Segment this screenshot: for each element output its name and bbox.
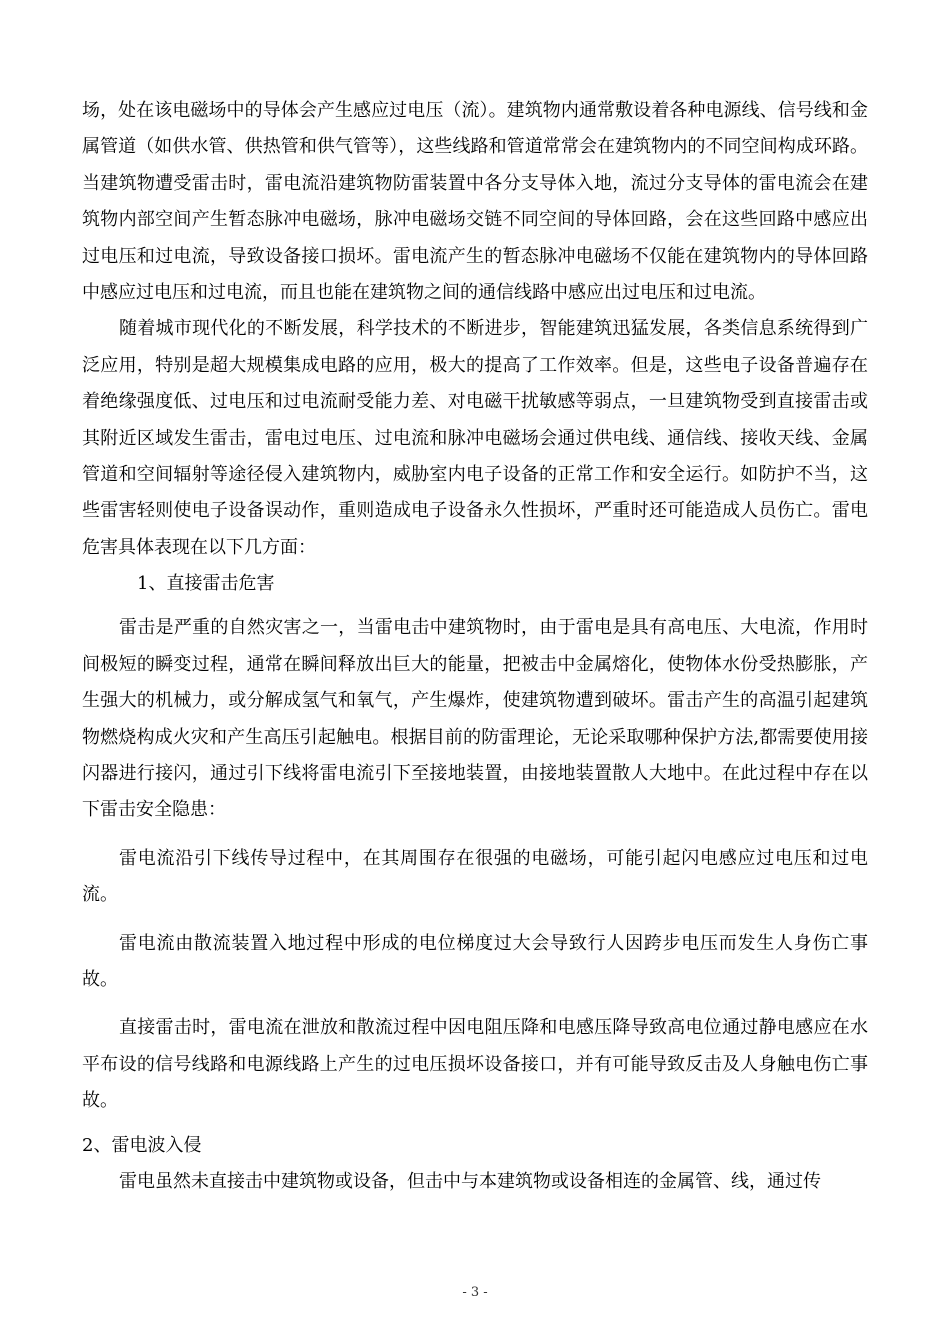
section-heading-direct-strike: 1、直接雷击危害 xyxy=(137,573,275,595)
paragraph-direct-strike: 雷击是严重的自然灾害之一，当雷电击中建筑物时，由于雷电是具有高电压、大电流，作用时间极短的瞬变过程，通常在瞬间释放出巨大的能量，把被击中金属熔化，使物体水份受热膨胀，产生强大的机械力，或分解成氢气和氧气，产生爆炸，使建筑物遭到破坏。雷击产生的高温引起建筑物燃烧构成火灾和产生高压引起触电。根据目前的防雷理论，无论采取哪种保护方法,都需要使用接闪器进行接闪，通过引下线将雷电流引下至接地装置，由接地装置散人大地中。在此过程中存在以下雷击安全隐患： xyxy=(82,617,868,821)
paragraph-electronic-devices: 随着城市现代化的不断发展，科学技术的不断进步，智能建筑迅猛发展，各类信息系统得到广泛应用，特别是超大规模集成电路的应用，极大的提高了工作效率。但是，这些电子设备普遍存在着绝缘强度低、过电压和过电流耐受能力差、对电磁干扰敏感等弱点，一旦建筑物受到直接雷击或其附近区域发生雷击，雷电过电压、过电流和脉冲电磁场会通过供电线、通信线、接收天线、金属管道和空间辐射等途径侵入建筑物内，威胁室内电子设备的正常工作和安全运行。如防护不当，这些雷害轻则使电子设备误动作，重则造成电子设备永久性损坏，严重时还可能造成人员伤亡。雷电危害具体表现在以下几方面： xyxy=(82,318,868,558)
page-body xyxy=(82,93,868,1200)
paragraph-induced-overvoltage: 场，处在该电磁场中的导体会产生感应过电压（流）。建筑物内通常敷设着各种电源线、信号线和金属管道（如供水管、供热管和供气管等），这些线路和管道常常会在建筑物内的不同空间构成环路。当建筑物遭受雷击时，雷电流沿建筑物防雷装置中各分支导体入地，流过分支导体的雷电流会在建筑物内部空间产生暂态脉冲电磁场，脉冲电磁场交链不同空间的导体回路，会在这些回路中感应出过电压和过电流，导致设备接口损坏。雷电流产生的暂态脉冲电磁场不仅能在建筑物内的导体回路中感应过电压和过电流，而且也能在建筑物之间的通信线路中感应出过电压和过电流。 xyxy=(82,100,868,304)
paragraph-hazard-static-induction: 直接雷击时，雷电流在泄放和散流过程中因电阻压降和电感压降导致高电位通过静电感应在水平布设的信号线路和电源线路上产生的过电压损坏设备接口，并有可能导致反击及人身触电伤亡事故。 xyxy=(82,1017,868,1112)
page-number: - 3 - xyxy=(462,1285,488,1300)
paragraph-hazard-step-voltage: 雷电流由散流装置入地过程中形成的电位梯度过大会导致行人因跨步电压而发生人身伤亡事故。 xyxy=(82,932,868,990)
paragraph-wave-intrusion: 雷电虽然未直接击中建筑物或设备，但击中与本建筑物或设备相连的金属管、线，通过传 xyxy=(119,1170,821,1192)
section-heading-wave-intrusion: 2、雷电波入侵 xyxy=(82,1134,202,1156)
paragraph-hazard-electromagnetic: 雷电流沿引下线传导过程中，在其周围存在很强的电磁场，可能引起闪电感应过电压和过电流。 xyxy=(82,847,868,906)
